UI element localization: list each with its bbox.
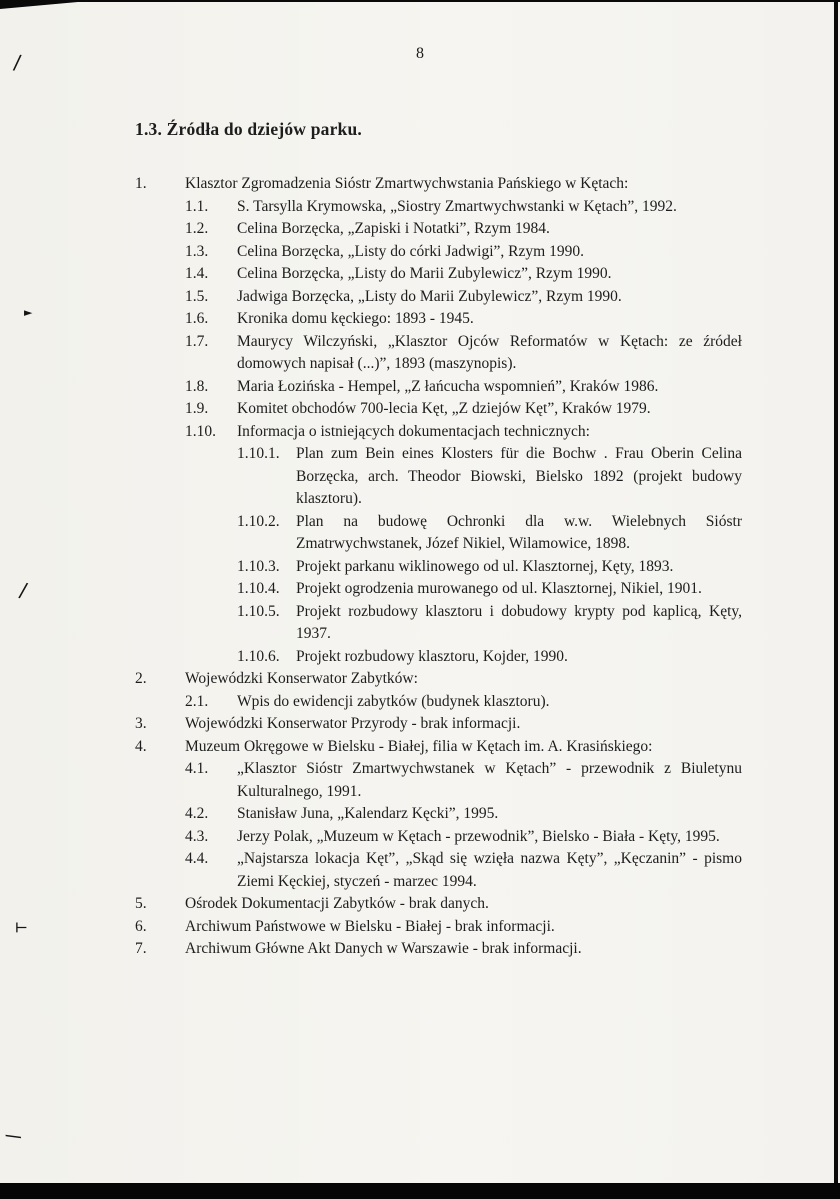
list-item bbox=[135, 218, 742, 241]
item-number: 1.4. bbox=[185, 265, 209, 282]
list-item bbox=[135, 826, 742, 849]
list-item bbox=[135, 556, 742, 579]
scan-edge-right bbox=[834, 0, 838, 1199]
item-number: 1.10.4. bbox=[237, 580, 280, 597]
item-number: 1.10. bbox=[185, 422, 216, 440]
item-text: „Klasztor Sióstr Zmartwychwstanek w Kętach” - przewodnik z Biuletynu Kulturalnego, 1991. bbox=[237, 760, 742, 800]
item-text: Wojewódzki Konserwator Zabytków: bbox=[185, 670, 418, 687]
item-text: Celina Borzęcka, „Zapiski i Notatki”, Rzym 1984. bbox=[237, 220, 550, 237]
scan-edge-top-wedge bbox=[0, 0, 100, 9]
item-number: 1.9. bbox=[185, 400, 209, 417]
item-text: Wpis do ewidencji zabytków (budynek klasztoru). bbox=[237, 692, 550, 710]
list-item bbox=[135, 601, 742, 646]
item-text: Klasztor Zgromadzenia Sióstr Zmartwychwstania Pańskiego w Kętach: bbox=[185, 175, 629, 192]
item-text: Komitet obchodów 700-lecia Kęt, „Z dziejów Kęt”, Kraków 1979. bbox=[237, 400, 651, 417]
item-number: 1.6. bbox=[185, 310, 209, 327]
list-item bbox=[135, 511, 742, 556]
item-number: 1.10.2. bbox=[237, 512, 280, 530]
scan-edge-bottom bbox=[0, 1183, 840, 1199]
list-item bbox=[135, 241, 742, 264]
item-number: 1.5. bbox=[185, 287, 209, 305]
item-number: 1.10.6. bbox=[237, 647, 280, 665]
item-number: 6. bbox=[135, 917, 147, 935]
item-text: Kronika domu kęckiego: 1893 - 1945. bbox=[237, 310, 474, 327]
item-text: Plan zum Bein eines Klosters für die Bochw . Frau Oberin Celina Borzęcka, arch. Theodor Biowski, Bielsko 1892 (projekt budowy klasztoru). bbox=[296, 445, 742, 507]
item-text: Celina Borzęcka, „Listy do Marii Zubylewicz”, Rzym 1990. bbox=[237, 265, 612, 282]
item-text: Informacja o istniejących dokumentacjach technicznych: bbox=[237, 422, 590, 440]
item-text: Maria Łozińska - Hempel, „Z łańcucha wspomnień”, Kraków 1986. bbox=[237, 377, 659, 395]
section-heading: 1.3. Źródła do dziejów parku. bbox=[135, 119, 363, 139]
list-item bbox=[135, 578, 742, 601]
item-text: Ośrodek Dokumentacji Zabytków - brak danych. bbox=[185, 895, 489, 912]
item-number: 1.10.5. bbox=[237, 602, 280, 620]
list-item bbox=[135, 443, 742, 511]
item-number: 1.10.3. bbox=[237, 557, 280, 575]
list-item bbox=[135, 398, 742, 421]
list-item bbox=[135, 736, 742, 759]
list-item bbox=[135, 308, 742, 331]
item-text: Jerzy Polak, „Muzeum w Kętach - przewodnik”, Bielsko - Biała - Kęty, 1995. bbox=[237, 827, 720, 845]
page-number: 8 bbox=[416, 45, 424, 62]
item-text: Maurycy Wilczyński, „Klasztor Ojców Reformatów w Kętach: ze źródeł domowych napisał (...)”, 1893 (maszynopis). bbox=[237, 332, 742, 372]
list-item bbox=[135, 263, 742, 286]
item-text: Projekt rozbudowy klasztoru, Kojder, 1990. bbox=[296, 647, 568, 665]
list-item bbox=[135, 173, 742, 196]
scan-edge-top bbox=[0, 0, 840, 2]
list-item bbox=[135, 848, 742, 893]
scan-mark-icon: ∕ bbox=[2, 1131, 24, 1142]
item-number: 4.2. bbox=[185, 805, 209, 822]
item-number: 4.3. bbox=[185, 827, 209, 845]
list-item bbox=[135, 691, 742, 714]
item-number: 4.4. bbox=[185, 850, 209, 867]
item-number: 1.7. bbox=[185, 332, 209, 350]
item-number: 1.8. bbox=[185, 377, 209, 395]
source-list bbox=[135, 173, 742, 961]
list-item bbox=[135, 938, 742, 961]
item-number: 3. bbox=[135, 715, 147, 732]
list-item bbox=[135, 376, 742, 399]
scan-mark-icon: ┬ bbox=[7, 922, 27, 933]
list-item bbox=[135, 803, 742, 826]
item-text: Archiwum Państwowe w Bielsku - Białej - brak informacji. bbox=[185, 917, 555, 935]
item-number: 4.1. bbox=[185, 760, 209, 777]
list-item bbox=[135, 331, 742, 376]
item-text: Muzeum Okręgowe w Bielsku - Białej, filia w Kętach im. A. Krasińskiego: bbox=[185, 737, 653, 755]
list-item bbox=[135, 893, 742, 916]
item-number: 1. bbox=[135, 175, 147, 192]
item-text: Projekt rozbudowy klasztoru i dobudowy krypty pod kaplicą, Kęty, 1937. bbox=[296, 602, 742, 642]
scan-mark-icon: ∕ bbox=[17, 577, 30, 603]
list-item bbox=[135, 286, 742, 309]
list-item bbox=[135, 668, 742, 691]
list-item bbox=[135, 646, 742, 669]
list-item bbox=[135, 421, 742, 444]
item-number: 1.10.1. bbox=[237, 445, 280, 462]
item-text: Projekt parkanu wiklinowego od ul. Klasztornej, Kęty, 1893. bbox=[296, 557, 674, 575]
item-text: Projekt ogrodzenia murowanego od ul. Klasztornej, Nikiel, 1901. bbox=[296, 580, 702, 597]
item-number: 7. bbox=[135, 940, 147, 957]
item-text: S. Tarsylla Krymowska, „Siostry Zmartwychwstanki w Kętach”, 1992. bbox=[237, 197, 677, 215]
list-item bbox=[135, 713, 742, 736]
item-number: 4. bbox=[135, 737, 147, 755]
item-number: 1.1. bbox=[185, 197, 209, 215]
item-text: Plan na budowę Ochronki dla w.w. Wielebnych Sióstr Zmatrwychwstanek, Józef Nikiel, Wilamowice, 1898. bbox=[296, 512, 742, 552]
list-item bbox=[135, 916, 742, 939]
item-number: 2. bbox=[135, 670, 147, 687]
scan-mark-icon: ► bbox=[24, 306, 33, 319]
item-number: 1.2. bbox=[185, 220, 209, 237]
item-text: Jadwiga Borzęcka, „Listy do Marii Zubylewicz”, Rzym 1990. bbox=[237, 287, 622, 305]
item-text: Archiwum Główne Akt Danych w Warszawie - brak informacji. bbox=[185, 940, 582, 957]
list-item bbox=[135, 758, 742, 803]
item-text: Wojewódzki Konserwator Przyrody - brak informacji. bbox=[185, 715, 521, 732]
item-text: Stanisław Juna, „Kalendarz Kęcki”, 1995. bbox=[237, 805, 499, 822]
item-number: 5. bbox=[135, 895, 147, 912]
scan-mark-icon: ∕ bbox=[12, 49, 23, 75]
item-text: „Najstarsza lokacja Kęt”, „Skąd się wzięła nazwa Kęty”, „Kęczanin” - pismo Ziemi Kęckiej, styczeń - marzec 1994. bbox=[237, 850, 742, 890]
item-number: 1.3. bbox=[185, 242, 209, 260]
list-item bbox=[135, 196, 742, 219]
item-number: 2.1. bbox=[185, 692, 209, 710]
item-text: Celina Borzęcka, „Listy do córki Jadwigi”, Rzym 1990. bbox=[237, 242, 584, 260]
